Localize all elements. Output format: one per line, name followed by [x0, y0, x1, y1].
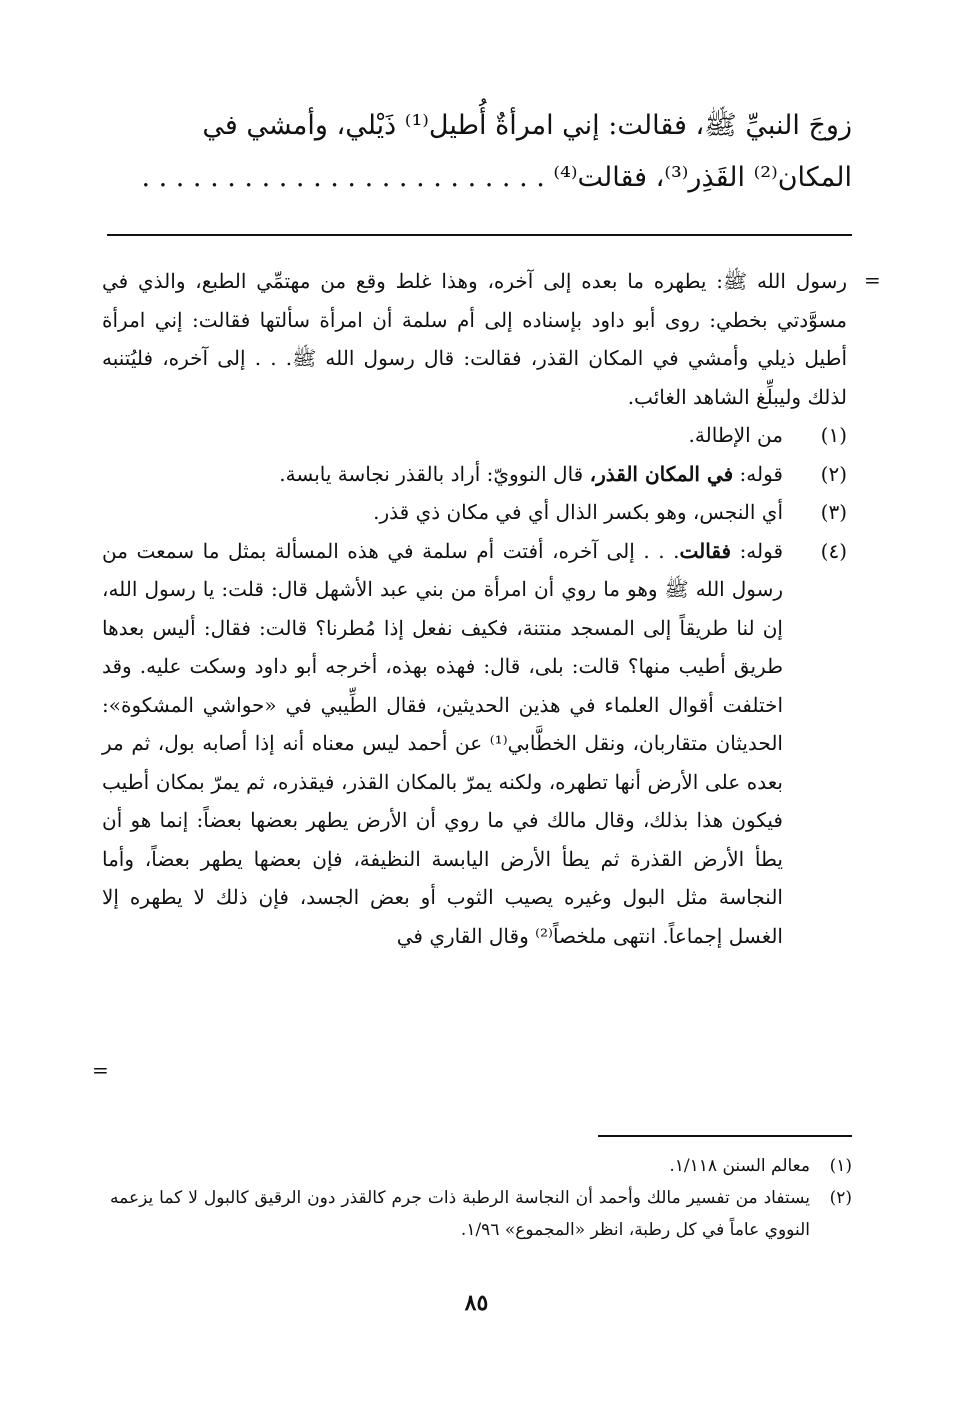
main-text	[100, 100, 852, 204]
note-text: قال النوويّ: أراد بالقذر نجاسة يابسة.	[279, 461, 584, 486]
commentary-note-3	[102, 493, 847, 532]
commentary-note-1	[102, 416, 847, 455]
footnote-text: معالم السنن ١/١١٨.	[669, 1156, 810, 1176]
note-text: . . . إلى آخره، أفتت أم سلمة في هذه المسألة بمثل ما سمعت من رسول الله ﷺ وهو ما روي أن امرأة من بني عبد الأشهل قال: قلت: يا رسول الله، إن لنا طريقاً إلى المسجد منتنة، فكيف نفعل إذا مُطرنا؟ قالت: فقال: أليس بعدها طريق أطيب منها؟ قالت: بلى، قال: فهذه بهذه، أخرجه أبو داود وسكت عليه. وقد اختلفت أقوال العلماء في هذين الحديثين، فقال الطِّيبي في «حواشي المشكوة»: الحديثان متقاربان، ونقل الخطَّابي⁽¹⁾ عن أحمد ليس معناه أنه إذا أصابه بول، ثم مر بعده على الأرض أنها تطهره، ولكنه يمرّ بالمكان القذر، فيقذره، ثم يمرّ بمكان أطيب فيكون هذا بذلك، وقال مالك في ما روي أن الأرض يطهر بعضها بعضاً: إنما هو أن يطأ الأرض القذرة ثم يطأ الأرض اليابسة النظيفة، فإن بعضها يطهر بعضاً، وأما النجاسة مثل البول وغيره يصيب الثوب أو بعض الجسد، فإن ذلك لا يطهره إلا الغسل إجماعاً. انتهى ملخصاً⁽²⁾ وقال القاري في	[102, 538, 783, 948]
note-text: من الإطالة.	[688, 423, 783, 447]
commentary-block	[102, 262, 847, 955]
note-text: أي النجس، وهو بكسر الذال أي في مكان ذي قذر.	[373, 500, 783, 524]
continuation-mark-top: =	[864, 268, 881, 292]
footnote-2	[110, 1182, 852, 1246]
main-line-1: زوجَ النبيِّ ﷺ، فقالت: إني امرأةٌ أُطيل⁽¹⁾ ذَيْلي، وأمشي في	[202, 110, 852, 141]
footnote-number: (٢)	[829, 1188, 852, 1208]
continuation-mark-bottom: =	[92, 1058, 109, 1082]
footnote-number: (١)	[829, 1156, 852, 1176]
commentary-note-2	[102, 455, 847, 494]
page-number: ٨٥	[464, 1290, 489, 1316]
note-body	[102, 455, 783, 494]
note-number: (٣)	[820, 500, 847, 524]
note-number: (٢)	[820, 461, 847, 486]
main-line-2: المكان⁽²⁾ القَذِر⁽³⁾، فقالت⁽⁴⁾ . . . . . . . . . . . . . . . . . . . . . . . .	[141, 162, 852, 193]
footnotes	[110, 1150, 852, 1246]
main-separator-rule	[107, 234, 852, 236]
note-lead: قوله:	[739, 538, 784, 563]
note-bold-phrase: في المكان القذر،	[589, 461, 734, 486]
footnote-text: يستفاد من تفسير مالك وأحمد أن النجاسة الرطبة ذات جرم كالقذر دون الرقيق كالبول لا كما يزعمه النووي عاماً في كل رطبة، انظر «المجموع» ١/٩٦.	[110, 1188, 810, 1240]
note-lead: قوله:	[739, 461, 783, 486]
note-number: (١)	[820, 423, 847, 447]
note-number: (٤)	[820, 538, 847, 563]
footnote-1	[110, 1150, 852, 1182]
note-body	[102, 532, 783, 956]
footnote-separator-rule	[598, 1135, 852, 1137]
note-bold-phrase: فقالت	[679, 538, 732, 563]
carry-over-paragraph: رسول الله ﷺ: يطهره ما بعده إلى آخره، وهذا غلط وقع من مهتمِّي الطبع، والذي في مسوَّدتي بخطي: روى أبو داود بإسناده إلى أم سلمة أن امرأة سألتها فقالت: إني امرأة أطيل ذيلي وأمشي في المكان القذر، فقالت: قال رسول الله ﷺ. . . إلى آخره، فليُتنبه لذلك وليبلِّغ الشاهد الغائب.	[102, 269, 847, 409]
commentary-note-4	[102, 532, 847, 956]
